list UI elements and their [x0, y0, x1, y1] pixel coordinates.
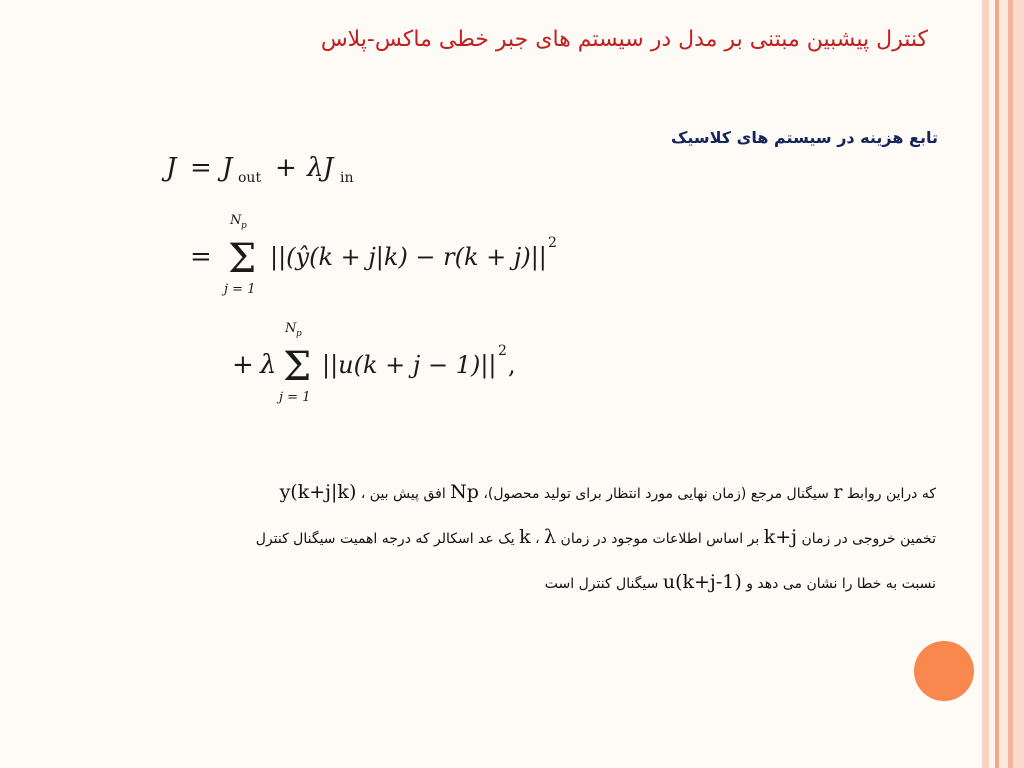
eq-equals: =	[190, 153, 212, 183]
symbol-np: Np	[450, 481, 479, 503]
sum-upper-limit-2-sub: p	[296, 329, 302, 339]
para-text: نسبت به خطا را نشان می دهد و	[746, 576, 936, 592]
para-text: سیگنال مرجع (زمان نهایی مورد انتظار برای تولید محصول)،	[483, 486, 829, 502]
eq-equals-2: =	[190, 242, 212, 272]
paragraph-line-3	[106, 571, 936, 595]
eq-lambda: λ	[307, 153, 324, 183]
para-text: تخمین خروجی در زمان	[801, 531, 936, 547]
sigma-symbol: Σ	[228, 236, 257, 282]
para-text: بر اساس اطلاعات موجود در زمان	[560, 531, 760, 547]
para-text: که دراین روابط	[846, 486, 936, 502]
eq-term-1-exponent: 2	[548, 235, 557, 251]
sigma-symbol-2: Σ	[283, 344, 312, 390]
sum-upper-limit: N	[230, 213, 242, 228]
symbol-y-estimate: y(k+j|k)	[279, 481, 357, 503]
paragraph-line-2	[106, 526, 936, 550]
eq-out-subscript: out	[238, 170, 262, 186]
eq-J: J	[166, 153, 177, 183]
symbol-k-plus-j: k+j	[763, 526, 798, 548]
eq-lambda-2: λ	[260, 350, 277, 380]
para-text: سیگنال کنترل است	[544, 576, 659, 592]
symbol-r: r	[833, 481, 843, 503]
sum-upper-limit-2: N	[285, 321, 297, 336]
para-text: یک عد اسکالر که درجه اهمیت سیگنال کنترل	[255, 531, 515, 547]
sum-upper-limit-sub: p	[241, 221, 247, 231]
eq-term-2-exponent: 2	[498, 343, 507, 359]
eq-term-1: ||(ŷ(k + j|k) − r(k + j)||	[270, 243, 547, 271]
sum-lower-limit: j = 1	[224, 282, 256, 297]
eq-term-2: ||u(k + j − 1)||	[322, 351, 497, 379]
slide-subtitle: تابع هزینه در سیستم های کلاسیک	[670, 128, 938, 147]
para-text: ،	[535, 531, 540, 547]
symbol-lambda: λ	[544, 526, 557, 548]
symbol-k: k	[519, 526, 531, 548]
eq-J-out: J	[222, 153, 233, 183]
paragraph-line-1	[106, 481, 936, 505]
eq-J-in: J	[323, 153, 334, 183]
sum-lower-limit-2: j = 1	[279, 390, 311, 405]
slide-title: کنترل پیشبین مبتنی بر مدل در سیستم های جبر خطی ماکس-پلاس	[320, 27, 928, 52]
para-text: افق پیش بین ،	[360, 486, 446, 502]
eq-term-2-comma: ,	[508, 351, 516, 379]
decorative-circle	[914, 641, 974, 701]
eq-in-subscript: in	[340, 170, 354, 186]
symbol-u: u(k+j-1)	[662, 571, 742, 593]
eq-plus-2: +	[232, 350, 254, 380]
eq-plus: +	[275, 153, 297, 183]
